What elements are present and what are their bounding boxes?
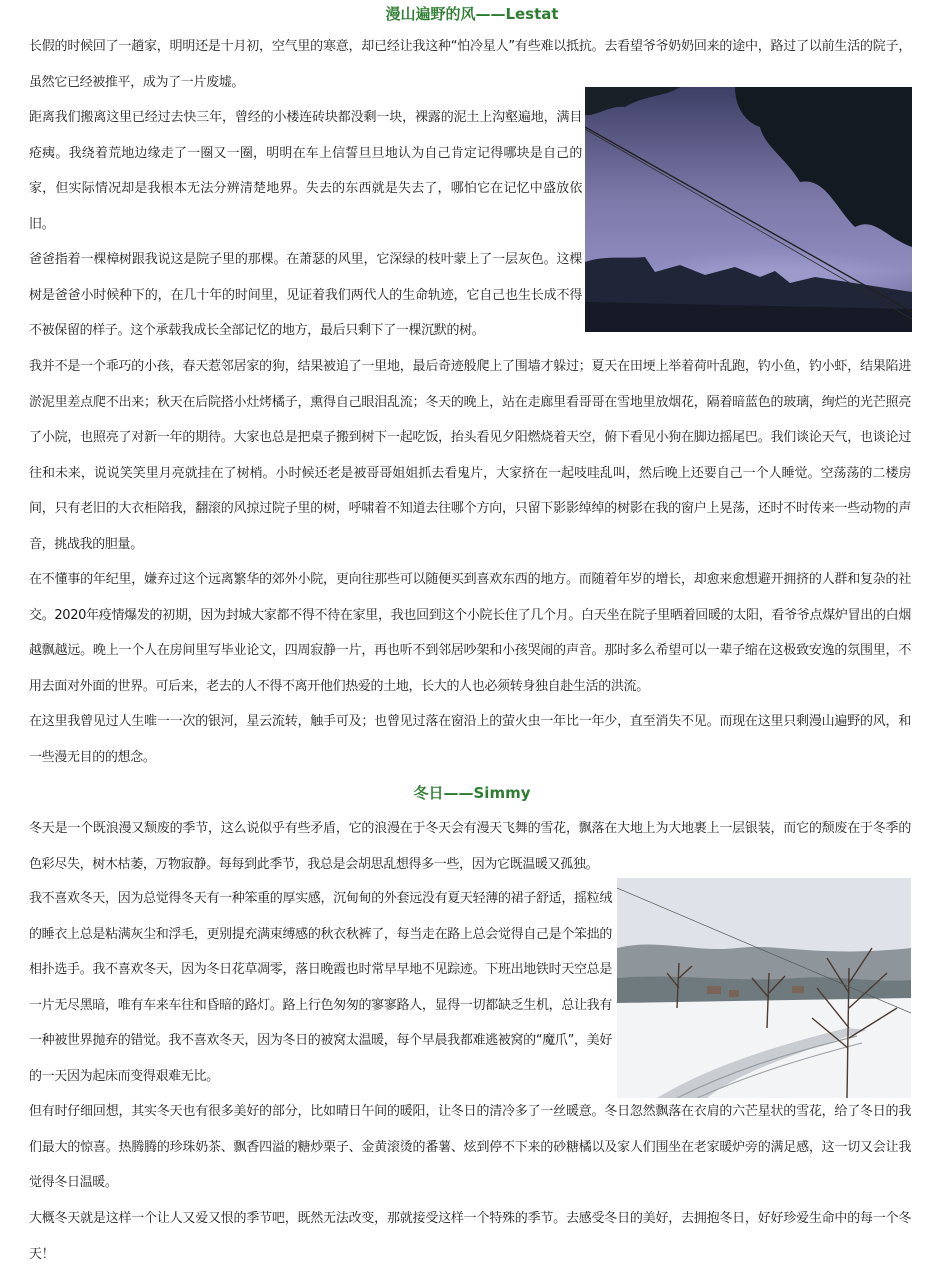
dusk-tree-photo <box>585 87 912 332</box>
article-title-simmy: 冬日——Simmy <box>413 784 531 802</box>
article1-paragraph: 在不懂事的年纪里，嫌弃过这个远离繁华的郊外小院，更向往那些可以随便买到喜欢东西的地方。而随着年岁的增长，却愈来愈想避开拥挤的人群和复杂的社交。2020年疫情爆发的初期，因为封城大家都不得不待在家里，我也回到这个小院长住了几个月。白天坐在院子里晒着回暖的太阳，看爷爷点煤炉冒出的白烟越飘越远。晚上一个人在房间里写毕业论文，四周寂静一片，再也听不到邻居吵架和小孩哭闹的声音。那时多么希望可以一辈子缩在这极致安逸的氛围里，不用去面对外面的世界。可后来，老去的人不得不离开他们热爱的土地，长大的人也必须转身独自赴生活的洪流。 <box>29 572 911 694</box>
snowy-village-photo <box>617 878 911 1098</box>
article2-paragraph: 但有时仔细回想，其实冬天也有很多美好的部分，比如晴日午间的暖阳，让冬日的清冷多了一丝暖意。冬日忽然飘落在衣肩的六芒星状的雪花，给了冬日的我们最大的惊喜。热腾腾的珍珠奶茶、飘香四溢的糖炒栗子、金黄滚烫的番薯、炫到停不下来的砂糖橘以及家人们围坐在老家暖炉旁的满足感，这一切又会让我觉得冬日温暖。 <box>29 1104 911 1190</box>
article-title-lestat: 漫山遍野的风——Lestat <box>385 5 559 23</box>
article1-paragraph: 距离我们搬离这里已经过去快三年，曾经的小楼连砖块都没剩一块，裸露的泥土上沟壑遍地，满目疮痍。我绕着荒地边缘走了一圈又一圈，明明在车上信誓旦旦地认为自己肯定记得哪块是自己的家，但实际情况却是我根本无法分辨清楚地界。失去的东西就是失去了，哪怕它在记忆中盛放依旧。 <box>29 110 582 232</box>
article2-paragraph: 我不喜欢冬天，因为总觉得冬天有一种笨重的厚实感，沉甸甸的外套远没有夏天轻薄的裙子舒适，摇粒绒的睡衣上总是粘满灰尘和浮毛，更别提充满束缚感的秋衣秋裤了，每当走在路上总会觉得自己是个笨拙的相扑选手。我不喜欢冬天，因为冬日花草凋零，落日晚霞也时常早早地不见踪迹。下班出地铁时天空总是一片无尽黑暗，唯有车来车往和昏暗的路灯。路上行色匆匆的寥寥路人，显得一切都缺乏生机，总让我有一种被世界抛弃的错觉。我不喜欢冬天，因为冬日的被窝太温暖，每个早晨我都难逃被窝的“魔爪”，美好的一天因为起床而变得艰难无比。 <box>29 891 612 1084</box>
article1-paragraph: 爸爸指着一棵樟树跟我说这是院子里的那棵。在萧瑟的风里，它深绿的枝叶蒙上了一层灰色。这棵树是爸爸小时候种下的，在几十年的时间里，见证着我们两代人的生命轨迹，它自己也生长成不得不被保留的样子。这个承载我成长全部记忆的地方，最后只剩下了一棵沉默的树。 <box>29 252 582 338</box>
article1-paragraph: 长假的时候回了一趟家，明明还是十月初，空气里的寒意，却已经让我这种“怕冷星人”有些难以抵抗。去看望爷爷奶奶回来的途中，路过了以前生活的院子，虽然它已经被推平，成为了一片废墟。 <box>29 39 911 90</box>
article2-paragraph: 大概冬天就是这样一个让人又爱又恨的季节吧，既然无法改变，那就接受这样一个特殊的季节。去感受冬日的美好，去拥抱冬日，好好珍爱生命中的每一个冬天！ <box>29 1211 911 1262</box>
article1-paragraph: 我并不是一个乖巧的小孩，春天惹邻居家的狗，结果被追了一里地，最后奇迹般爬上了围墙才躲过；夏天在田埂上举着荷叶乱跑，钓小鱼，钓小虾，结果陷进淤泥里差点爬不出来；秋天在后院搭小灶烤橘子，熏得自己眼泪乱流；冬天的晚上，站在走廊里看哥哥在雪地里放烟花，隔着暗蓝色的玻璃，绚烂的光芒照亮了小院，也照亮了对新一年的期待。大家也总是把桌子搬到树下一起吃饭，抬头看见夕阳燃烧着天空，俯下看见小狗在脚边摇尾巴。我们谈论天气，也谈论过往和未来，说说笑笑里月亮就挂在了树梢。小时候还老是被哥哥姐姐抓去看鬼片，大家挤在一起吱哇乱叫，然后晚上还要自己一个人睡觉。空荡荡的二楼房间，只有老旧的大衣柜陪我，翻滚的风掠过院子里的树，呼啸着不知道去往哪个方向，只留下影影绰绰的树影在我的窗户上晃荡，还时不时传来一些动物的声音，挑战我的胆量。 <box>29 359 911 552</box>
article2-paragraph: 冬天是一个既浪漫又颓废的季节，这么说似乎有些矛盾，它的浪漫在于冬天会有漫天飞舞的雪花，飘落在大地上为大地裹上一层银装，而它的颓废在于冬季的色彩尽失，树木枯萎，万物寂静。每每到此季节，我总是会胡思乱想得多一些，因为它既温暖又孤独。 <box>29 821 911 872</box>
article1-paragraph: 在这里我曾见过人生唯一一次的银河，星云流转，触手可及；也曾见过落在窗沿上的萤火虫一年比一年少，直至消失不见。而现在这里只剩漫山遍野的风，和一些漫无目的的想念。 <box>29 714 911 765</box>
